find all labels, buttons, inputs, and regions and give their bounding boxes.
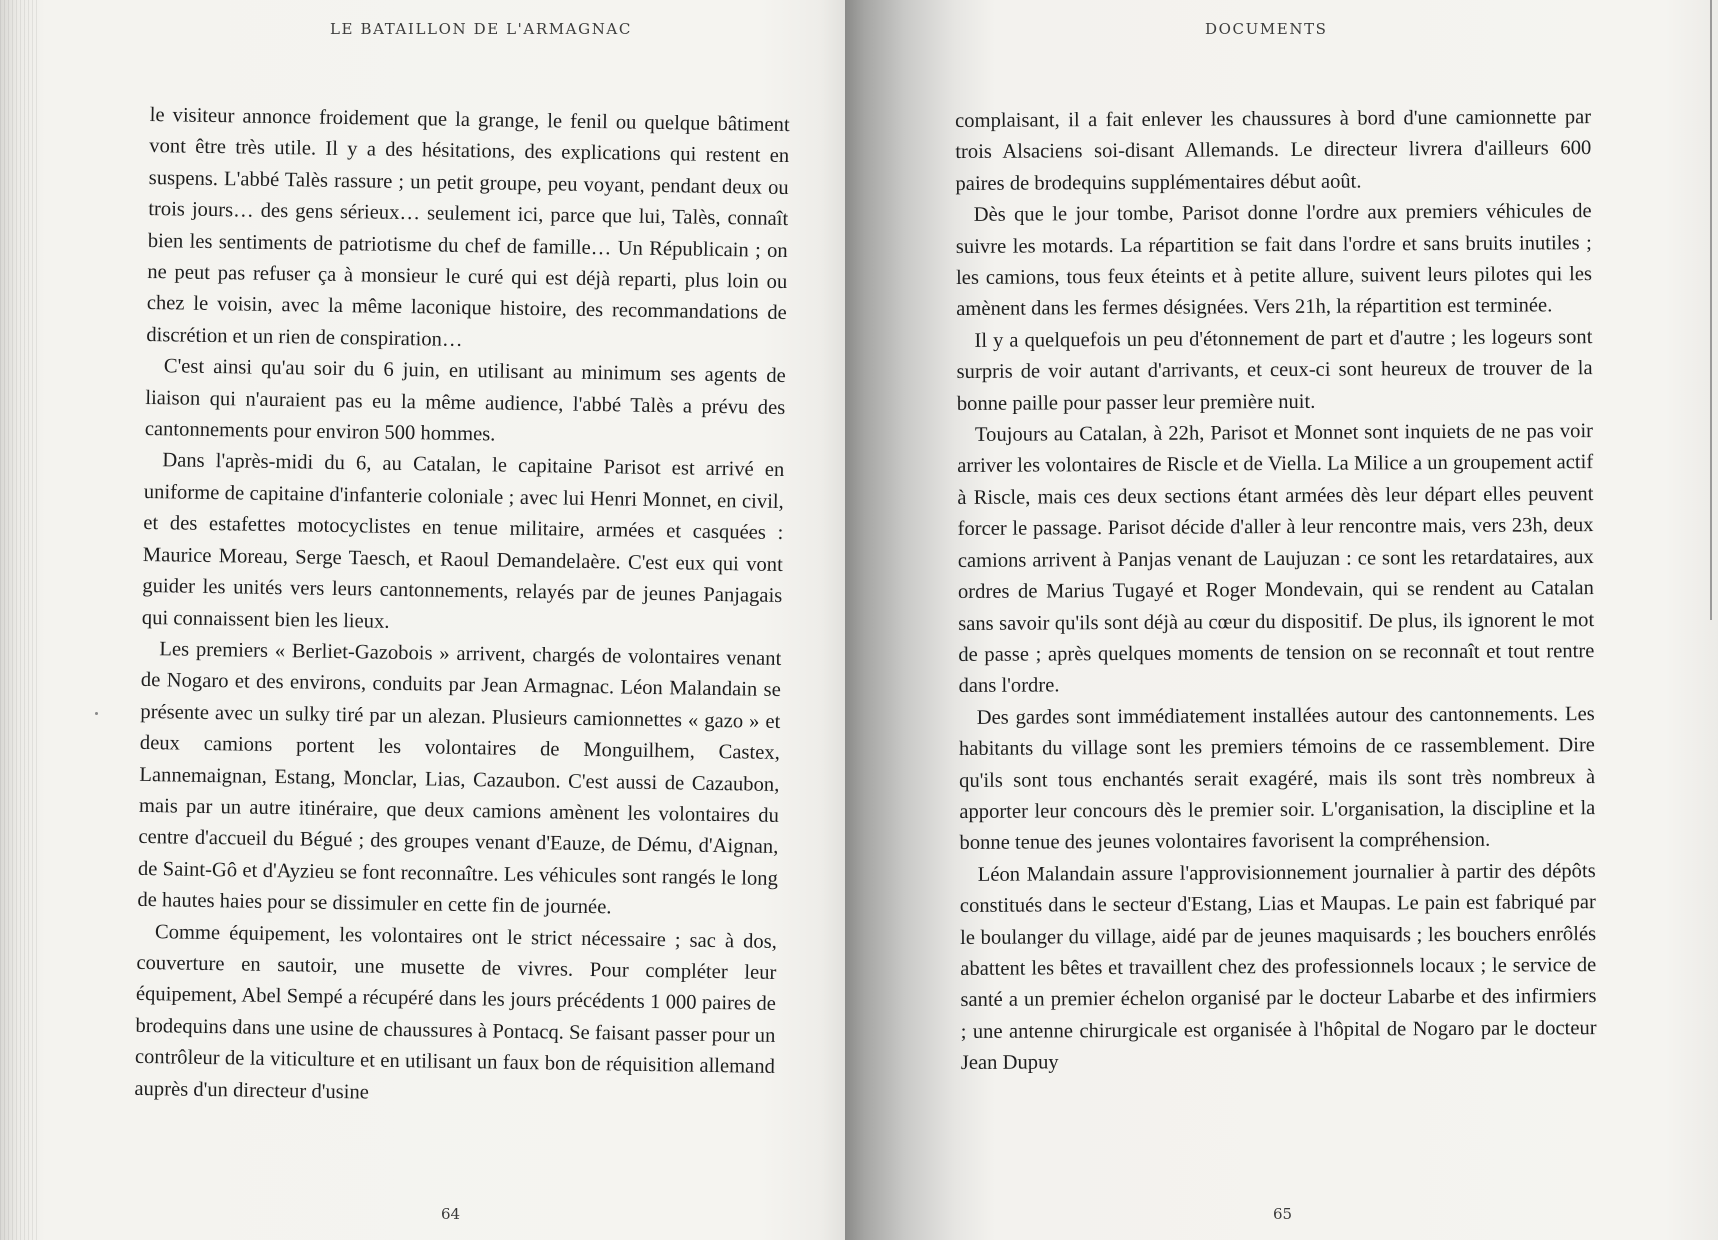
right-running-head: DOCUMENTS	[1205, 20, 1328, 38]
left-running-head: LE BATAILLON DE L'ARMAGNAC	[330, 20, 632, 38]
paragraph: Dès que le jour tombe, Parisot donne l'ordre aux premiers véhicules de suivre les motards. La répartition se fait dans l'ordre et sans bruits inutiles ; les camions, tous feux éteints et à petite allure, suivent leurs pilotes qui les amènent dans les fermes désignées. Vers 21h, la répartition est terminée.	[955, 200, 1593, 321]
left-page	[0, 0, 845, 1240]
page-edge-shading	[0, 0, 40, 1240]
page-edge-line	[1710, 0, 1712, 620]
right-page	[845, 0, 1718, 1240]
paragraph: C'est ainsi qu'au soir du 6 juin, en utilisant au minimum ses agents de liaison qui n'auraient pas eu la même audience, l'abbé Talès a prévu des cantonnements pour environ 500 hommes.	[144, 355, 786, 446]
left-page-number: 64	[441, 1205, 461, 1223]
paragraph: complaisant, il a fait enlever les chaussures à bord d'une camionnette par trois Alsaciens soi-disant Allemands. Le directeur livrera d'ailleurs 600 paires de brodequins supplémentaires début août.	[955, 106, 1592, 195]
paragraph: Dans l'après-midi du 6, au Catalan, le capitaine Parisot est arrivé en uniforme de capitaine d'infanterie coloniale ; avec lui Henri Monnet, en civil, et des estafettes motocyclistes en tenue militaire, armées et casquées : Maurice Moreau, Serge Taesch, et Raoul Demandelaère. C'est eux qui vont guider les unités vers leurs cantonnements, relayés par de jeunes Panjagais qui connaissent bien les lieux.	[141, 449, 785, 633]
paragraph: Léon Malandain assure l'approvisionnement journalier à partir des dépôts constitués dans le secteur d'Estang, Lias et Maupas. Le pain est fabriqué par le boulanger du village, aidé par de jeunes maquisards ; les bouchers enrôlés abattent les bêtes et travaillent chez des professionnels locaux ; le service de santé a un premier échelon organisé par le docteur Labarbe et des infirmiers ; une antenne chirurgicale est organisée à l'hôpital de Nogaro par le docteur Jean Dupuy	[959, 859, 1597, 1075]
paragraph: le visiteur annonce froidement que la grange, le fenil ou quelque bâtiment vont être très utile. Il y a des hésitations, des explications qui restent en suspens. L'abbé Talès rassure ; un petit groupe, peu voyant, pendant deux ou trois jours… des gens sérieux… seulement ici, parce que lui, Talès, connaît bien les sentiments de patriotisme du chef de famille… Un Républicain ; on ne peut pas refuser ça à monsieur le curé qui est déjà reparti, plus loin ou chez le voisin, avec la même laconique histoire, des recommandations de discrétion et un rien de conspiration…	[146, 103, 790, 351]
paragraph: Les premiers « Berliet-Gazobois » arrivent, chargés de volontaires venant de Nogaro et des environs, conduits par Jean Armagnac. Léon Malandain se présente avec un sulky tiré par un alezan. Plusieurs camionnettes « gazo » et deux camions portent les volontaires de Monguilhem, Castex, Lannemaignan, Estang, Monclar, Lias, Cazaubon. C'est aussi de Cazaubon, mais par un autre itinéraire, que deux camions amènent les volontaires du centre d'accueil du Bégué ; des groupes venant d'Eauze, de Dému, d'Aignan, de Saint-Gô et d'Ayzieu se font reconnaître. Les véhicules sont rangés le long de hautes haies pour se dissimuler en cette fin de journée.	[137, 638, 782, 919]
paragraph: Toujours au Catalan, à 22h, Parisot et Monnet sont inquiets de ne pas voir arriver les volontaires de Riscle et de Viella. La Milice a un groupement actif à Riscle, mais ces deux sections étant armées dès leur départ elles peuvent forcer le passage. Parisot décide d'aller à leur rencontre mais, vers 23h, deux camions arrivent à Panjas venant de Laujuzan : ce sont les retardataires, aux ordres de Marius Tugayé et Roger Mondevain, qui se rendent au Catalan sans savoir qu'ils sont déjà au cœur du dispositif. De plus, ils ignorent le mot de passe ; après quelques moments de tension on se reconnaît et tout rentre dans l'ordre.	[957, 420, 1595, 698]
right-page-number: 65	[1273, 1205, 1293, 1223]
right-text-block	[955, 102, 1597, 1079]
print-speck	[95, 712, 98, 715]
left-text-block	[134, 100, 790, 1115]
paragraph: Il y a quelquefois un peu d'étonnement de part et d'autre ; les logeurs sont surpris de voir autant d'arrivants, et ceux-ci sont heureux de trouver de la bonne paille pour passer leur première nuit.	[956, 325, 1593, 415]
paragraph: Des gardes sont immédiatement installées autour des cantonnements. Les habitants du village sont les premiers témoins de ce rassemblement. Dire qu'ils sont tous enchantés serait exagéré, mais ils sont très nombreux à apporter leur concours dès le premier soir. L'organisation, la discipline et la bonne tenue des jeunes volontaires favorisent la compréhension.	[958, 702, 1596, 855]
paragraph: Comme équipement, les volontaires ont le strict nécessaire ; sac à dos, couverture en sautoir, une musette de vivres. Pour compléter leur équipement, Abel Sempé a récupéré dans les jours précédents 1 000 paires de brodequins dans une usine de chaussures à Pontacq. Se faisant passer pour un contrôleur de la viticulture et en utilisant un faux bon de réquisition allemand auprès d'un directeur d'usine	[134, 920, 778, 1104]
